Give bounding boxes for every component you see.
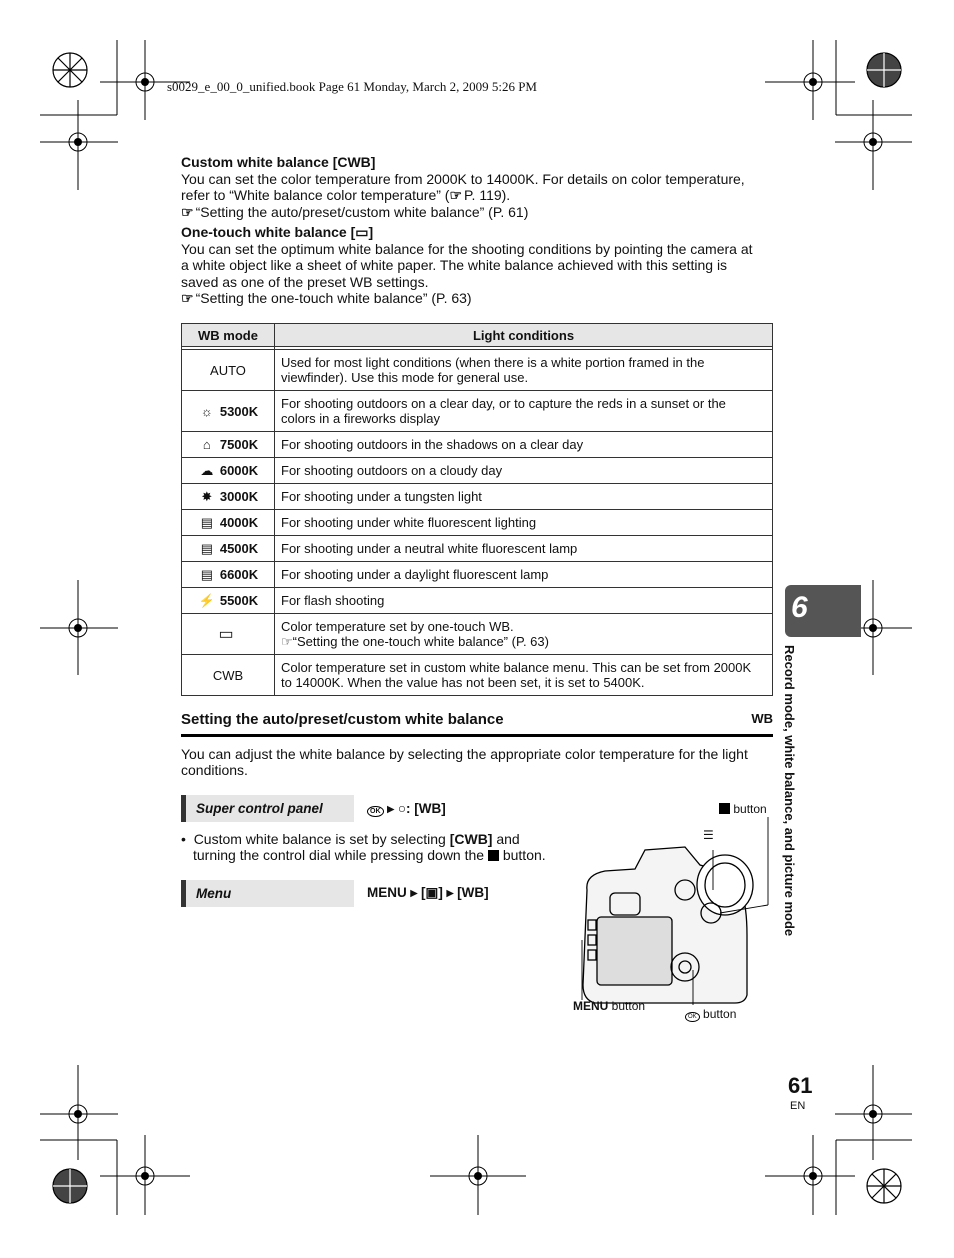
- wb-mode-value: 5500K: [219, 592, 259, 608]
- bullet-text-1a: Custom white balance is set by selecting: [193, 831, 450, 847]
- menu-value: [WB]: [457, 885, 489, 900]
- menu-label: [181, 880, 354, 907]
- cwb-reference-text: “Setting the auto/preset/custom white balance” (P. 61): [195, 204, 529, 220]
- menu-word: MENU: [367, 885, 407, 900]
- arrow-right-icon: ▸: [387, 801, 395, 816]
- onetouch-title-text: One-touch white balance [: [181, 224, 356, 240]
- wb-mode-cell: [182, 536, 275, 562]
- wb-mode-table: [181, 323, 773, 696]
- onetouch-line-2: a white object like a sheet of white paper. The white balance achieved with this setting is: [181, 257, 728, 273]
- table-row: [182, 432, 773, 458]
- ok-button-label: [685, 1007, 736, 1021]
- desc-line: to 14000K. When the value has not been set, it is set to 5400K.: [281, 675, 645, 690]
- arrow-pad-icon: ○: [397, 801, 406, 816]
- bullet-text-2a: turning the control dial while pressing down the: [193, 847, 488, 863]
- cloud-icon: ☁: [200, 462, 214, 478]
- control-dial-icon: ☰: [703, 828, 714, 842]
- exposure-comp-icon: [488, 850, 499, 861]
- wb-mode-value: 5300K: [219, 403, 259, 419]
- onetouch-line-1: You can set the optimum white balance for the shooting conditions by pointing the camera at: [181, 241, 753, 257]
- cwb-title: Custom white balance [CWB]: [181, 154, 376, 170]
- wb-mode-cell: [182, 588, 275, 614]
- chapter-number: 6: [791, 591, 808, 624]
- wb-mode-cell: AUTO: [182, 350, 275, 391]
- reference-icon: ☞: [281, 634, 293, 649]
- light-condition-cell: For shooting outdoors on a cloudy day: [275, 458, 773, 484]
- bullet-text-1c: and: [492, 831, 520, 847]
- camera-illustration: [575, 795, 775, 1025]
- bullet-text-2b: button.: [498, 847, 546, 863]
- super-control-panel-steps: [367, 801, 446, 817]
- desc-line: For shooting outdoors on a clear day, or to capture the reds in a sunset or the: [281, 395, 726, 411]
- fluorescent-1-icon: ▤: [200, 514, 213, 530]
- table-header-row: [182, 324, 773, 347]
- book-header-line: s0029_e_00_0_unified.book Page 61 Monday, March 2, 2009 5:26 PM: [167, 79, 537, 94]
- desc-line: Color temperature set in custom white balance menu. This can be set from 2000K: [281, 659, 752, 675]
- light-condition-cell: For shooting under a neutral white fluorescent lamp: [275, 536, 773, 562]
- page-language: EN: [790, 1100, 806, 1112]
- table-row: [182, 350, 773, 391]
- bullet-text-1b: [CWB]: [449, 831, 493, 847]
- table-row: [182, 510, 773, 536]
- desc-line: Color temperature set by one-touch WB.: [281, 618, 514, 634]
- wb-mode-cell: [182, 510, 275, 536]
- ok-button-icon: OK: [367, 806, 384, 817]
- onetouch-reference-text: “Setting the one-touch white balance” (P. 63): [195, 290, 472, 306]
- wb-mode-cell: [182, 458, 275, 484]
- camera-tab-icon: ▣: [425, 885, 439, 900]
- menu-tab-open: [: [417, 885, 426, 900]
- wb-mode-value: 4000K: [219, 514, 259, 530]
- table-row: [182, 391, 773, 432]
- wb-mode-value: 7500K: [219, 437, 259, 452]
- desc-line: viewfinder). Use this mode for general use.: [281, 370, 529, 385]
- wb-mode-cell: CWB: [182, 655, 275, 696]
- arrow-right-icon: ▸: [410, 885, 418, 900]
- light-condition-cell: [275, 655, 773, 696]
- flash-wb-icon: ⚡: [198, 592, 215, 608]
- super-control-panel-label: [181, 795, 354, 822]
- menu-button-label: [573, 999, 645, 1013]
- light-condition-cell: [275, 391, 773, 432]
- cwb-reference: [181, 204, 781, 221]
- arrow-right-icon: ▸: [446, 885, 454, 900]
- page-number: 61: [788, 1073, 813, 1098]
- light-condition-cell: For shooting under a tungsten light: [275, 484, 773, 510]
- table-row: [182, 655, 773, 696]
- onetouch-title: [181, 224, 781, 241]
- cwb-line-1: You can set the color temperature from 2000K to 14000K. For details on color temperature,: [181, 171, 745, 187]
- table-row: [182, 562, 773, 588]
- sun-icon: ☼: [200, 403, 213, 419]
- bullet-item-line-2: [193, 847, 573, 864]
- wb-mode-value: 6600K: [219, 566, 259, 582]
- section-title-text: Setting the auto/preset/custom white balance: [181, 711, 504, 728]
- ok-button-icon: OK: [685, 1012, 700, 1022]
- menu-steps: [367, 885, 489, 901]
- wb-mode-cell: [182, 391, 275, 432]
- section-intro-2: conditions.: [181, 762, 248, 778]
- light-condition-cell: [275, 350, 773, 391]
- desc-line: colors in a fireworks display: [281, 411, 440, 426]
- onetouch-title-end: ]: [368, 224, 374, 240]
- light-condition-cell: For shooting under white fluorescent lighting: [275, 510, 773, 536]
- section-rule: [181, 734, 773, 737]
- one-touch-wb-icon: ▭: [355, 224, 369, 240]
- header-wb-mode: WB mode: [182, 324, 275, 347]
- desc-line: [281, 634, 766, 650]
- light-condition-cell: For shooting under a daylight fluorescent lamp: [275, 562, 773, 588]
- light-condition-cell: [275, 614, 773, 655]
- table-row: [182, 588, 773, 614]
- table-row: [182, 484, 773, 510]
- reference-icon: ☞: [449, 187, 463, 203]
- cwb-line-2: [181, 187, 781, 204]
- bullet-item: [181, 831, 561, 848]
- super-control-panel-text: Super control panel: [196, 801, 323, 816]
- cwb-line-2-ref: P. 119).: [464, 187, 511, 203]
- wb-mode-cell: [182, 562, 275, 588]
- desc-line: Used for most light conditions (when there is a white portion framed in the: [281, 354, 705, 370]
- bullet-dot: •: [181, 831, 186, 847]
- exposure-comp-icon: [719, 803, 730, 814]
- chapter-tab: [785, 585, 861, 637]
- wb-button-tag: WB: [751, 711, 773, 726]
- wb-mode-cell: [182, 484, 275, 510]
- table-row: [182, 536, 773, 562]
- wb-mode-cell: [182, 614, 275, 655]
- table-row: [182, 614, 773, 655]
- tungsten-icon: ✸: [201, 488, 213, 504]
- section-intro-1: You can adjust the white balance by selecting the appropriate color temperature for the light: [181, 746, 748, 762]
- chapter-side-title: [775, 645, 805, 975]
- menu-button-word: MENU: [573, 999, 609, 1013]
- exposure-button-label: [719, 802, 767, 816]
- menu-button-text: button: [608, 999, 646, 1013]
- fluorescent-3-icon: ▤: [200, 566, 213, 582]
- section-title: [181, 711, 773, 728]
- fluorescent-2-icon: ▤: [200, 540, 213, 556]
- cwb-line-2-text: refer to “White balance color temperature” (: [181, 187, 450, 203]
- light-condition-cell: For flash shooting: [275, 588, 773, 614]
- table-row: [182, 458, 773, 484]
- onetouch-reference: [181, 290, 781, 307]
- onetouch-line-3: saved as one of the preset WB settings.: [181, 274, 429, 290]
- header-light-conditions: Light conditions: [275, 324, 773, 347]
- reference-icon: ☞: [181, 290, 194, 306]
- wb-mode-value: 4500K: [219, 540, 259, 556]
- wb-mode-cell: [182, 432, 275, 458]
- menu-tab-close: ]: [438, 885, 447, 900]
- one-touch-wb-icon: ▭: [218, 626, 234, 643]
- exposure-button-text: button: [733, 802, 767, 816]
- desc-ref-text: “Setting the one-touch white balance” (P. 63): [292, 634, 549, 649]
- menu-label-text: Menu: [196, 886, 232, 901]
- super-control-panel-value: : [WB]: [405, 801, 446, 816]
- ok-button-text: button: [703, 1007, 737, 1021]
- chapter-side-title-text: Record mode, white balance, and picture mode: [782, 645, 797, 937]
- shade-icon: ⌂: [202, 437, 211, 452]
- wb-mode-value: 6000K: [219, 462, 259, 478]
- light-condition-cell: For shooting outdoors in the shadows on a clear day: [275, 432, 773, 458]
- reference-icon: ☞: [181, 204, 194, 220]
- wb-mode-value: 3000K: [219, 488, 259, 504]
